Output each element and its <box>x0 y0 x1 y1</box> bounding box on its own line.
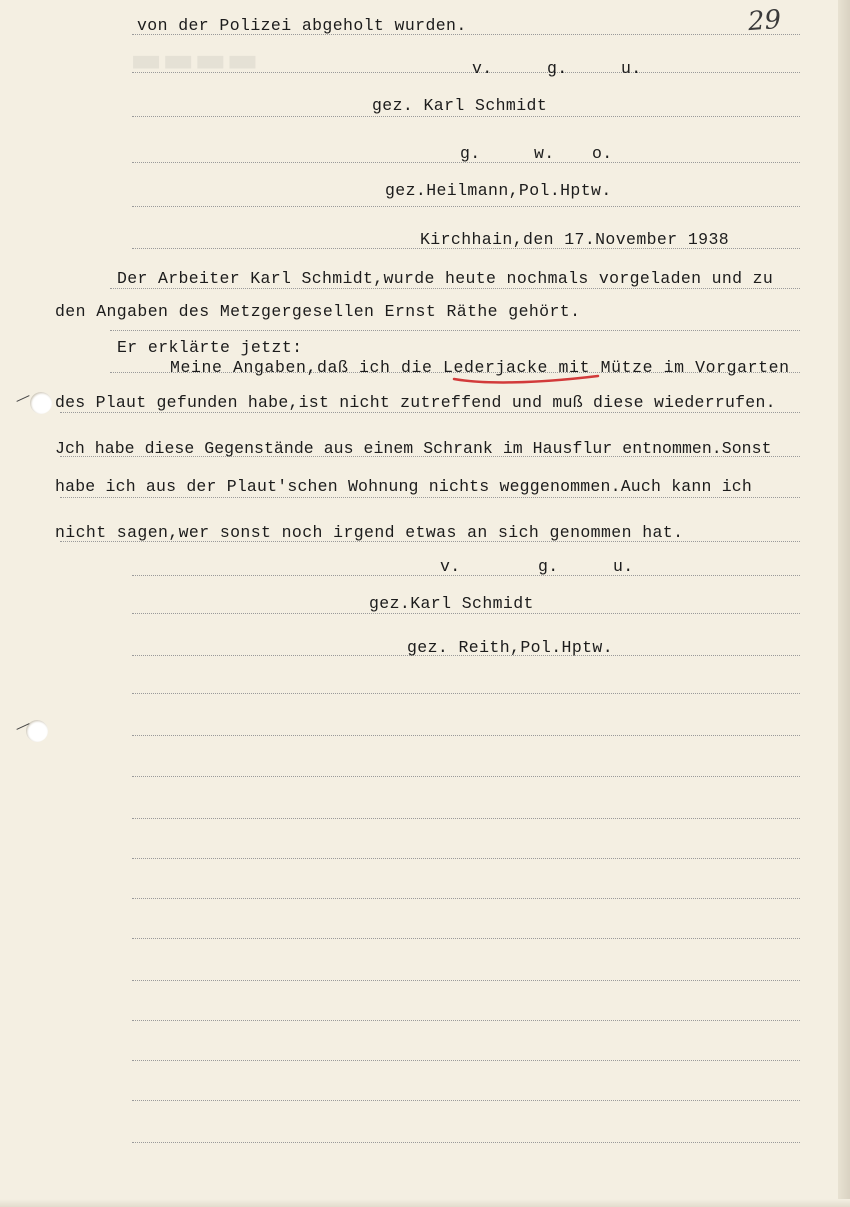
show-through-decoration: ▬▬▬▬ <box>130 40 259 80</box>
ruled-line <box>132 72 800 73</box>
ruled-line <box>60 497 800 498</box>
abbrev-g: g. <box>538 557 559 576</box>
abbrev-u: u. <box>621 59 642 78</box>
punch-hole-top <box>30 392 52 414</box>
ruled-line <box>132 575 800 576</box>
statement-line: des Plaut gefunden habe,ist nicht zutreffend und muß diese wiederrufen. <box>55 393 776 412</box>
signature-line: gez. Karl Schmidt <box>372 96 548 115</box>
signature-line: gez.Karl Schmidt <box>369 594 534 613</box>
page-edge <box>838 0 850 1207</box>
ruled-line <box>132 1060 800 1061</box>
ruled-line <box>132 858 800 859</box>
ruled-line <box>132 1020 800 1021</box>
header-line: von der Polizei abgeholt wurden. <box>137 16 467 35</box>
ruled-line <box>132 693 800 694</box>
ruled-line <box>132 735 800 736</box>
red-underline-annotation <box>452 370 602 386</box>
statement-line: den Angaben des Metzgergesellen Ernst Räthe gehört. <box>55 302 581 321</box>
officer-signature: gez.Heilmann,Pol.Hptw. <box>385 181 612 200</box>
abbrev-g: g. <box>460 144 481 163</box>
abbrev-o: o. <box>592 144 613 163</box>
ruled-line <box>132 1100 800 1101</box>
abbrev-g: g. <box>547 59 568 78</box>
ruled-line <box>132 980 800 981</box>
ruled-line <box>110 330 800 331</box>
ruled-line <box>132 1142 800 1143</box>
ruled-line <box>132 776 800 777</box>
statement-line: Jch habe diese Gegenstände aus einem Schrank im Hausflur entnommen.Sonst <box>55 439 772 458</box>
ruled-line <box>132 898 800 899</box>
statement-line: Meine Angaben,daß ich die Lederjacke mit Mütze im Vorgarten <box>170 358 790 377</box>
abbrev-v: v. <box>440 557 461 576</box>
ruled-line <box>132 938 800 939</box>
statement-line: habe ich aus der Plaut'schen Wohnung nichts weggenommen.Auch kann ich <box>55 477 753 496</box>
page-number: 29 <box>746 4 783 38</box>
punch-hole-mark <box>16 395 29 402</box>
abbrev-v: v. <box>472 59 493 78</box>
ruled-line <box>132 206 800 207</box>
place-date: Kirchhain,den 17.November 1938 <box>420 230 730 249</box>
abbrev-w: w. <box>534 144 555 163</box>
statement-line: nicht sagen,wer sonst noch irgend etwas an sich genommen hat. <box>55 523 684 542</box>
statement-line: Er erklärte jetzt: <box>117 338 303 357</box>
statement-line: Der Arbeiter Karl Schmidt,wurde heute nochmals vorgeladen und zu <box>117 269 774 288</box>
ruled-line <box>132 116 800 117</box>
officer-signature: gez. Reith,Pol.Hptw. <box>407 638 614 657</box>
ruled-line <box>132 818 800 819</box>
abbrev-u: u. <box>613 557 634 576</box>
page-bottom-edge <box>0 1199 850 1207</box>
